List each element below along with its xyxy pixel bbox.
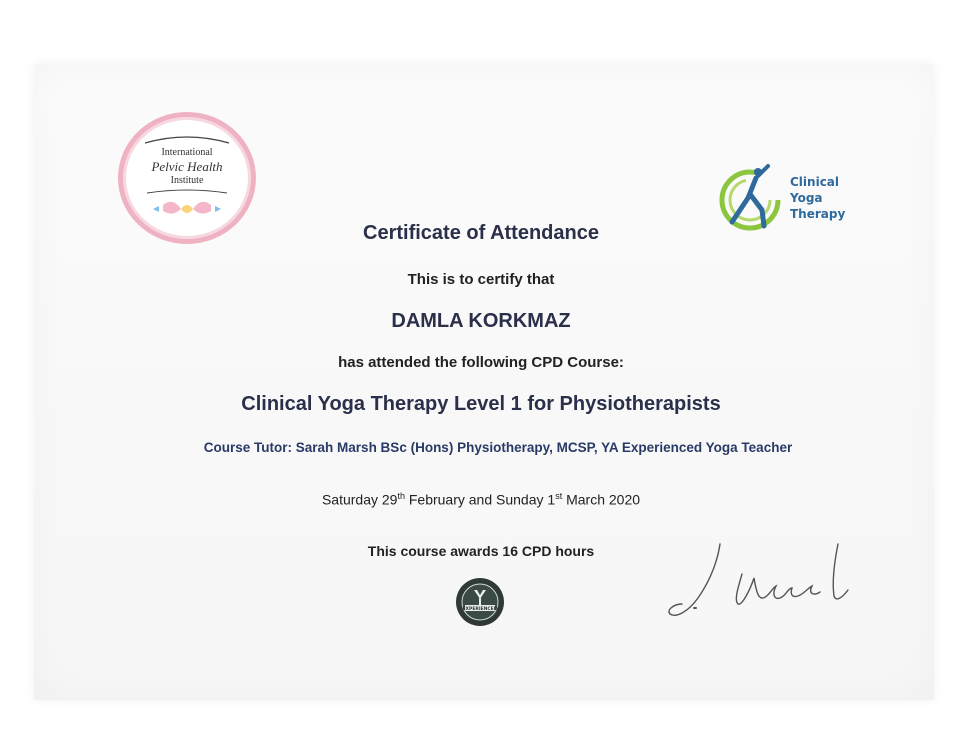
certify-line: This is to certify that — [407, 271, 555, 288]
attended-line: has attended the following CPD Course: — [338, 354, 624, 371]
dates-sup1: th — [397, 491, 405, 501]
badge-text: EXPERIENCED — [462, 607, 498, 612]
logo-right-line1: Clinical — [790, 175, 840, 189]
logo-left-line3: Institute — [170, 175, 204, 186]
logo-right-line2: Yoga — [790, 191, 823, 205]
cpd-hours: This course awards 16 CPD hours — [367, 543, 595, 559]
course-tutor: Course Tutor: Sarah Marsh BSc (Hons) Physiotherapy, MCSP, YA Experienced Yoga Teacher — [203, 440, 793, 455]
dates-part1: Saturday 29 — [321, 491, 398, 508]
logo-right-text — [790, 174, 845, 222]
logo-left-line2: Pelvic Health — [151, 159, 223, 174]
certificate-title: Certificate of Attendance — [363, 222, 599, 244]
yoga-alliance-badge-icon — [455, 577, 505, 627]
dates-part2: February and Sunday 1 — [404, 491, 556, 508]
logo-right-line3: Therapy — [790, 207, 846, 221]
logo-left-line1: International — [161, 147, 213, 158]
recipient-name: DAMLA KORKMAZ — [391, 310, 571, 332]
dates-part3: March 2020 — [562, 491, 641, 508]
course-dates — [0, 491, 962, 508]
handwritten-signature — [658, 538, 888, 628]
dates-sup2: st — [555, 491, 563, 501]
course-name: Clinical Yoga Therapy Level 1 for Physiotherapists — [241, 393, 721, 415]
